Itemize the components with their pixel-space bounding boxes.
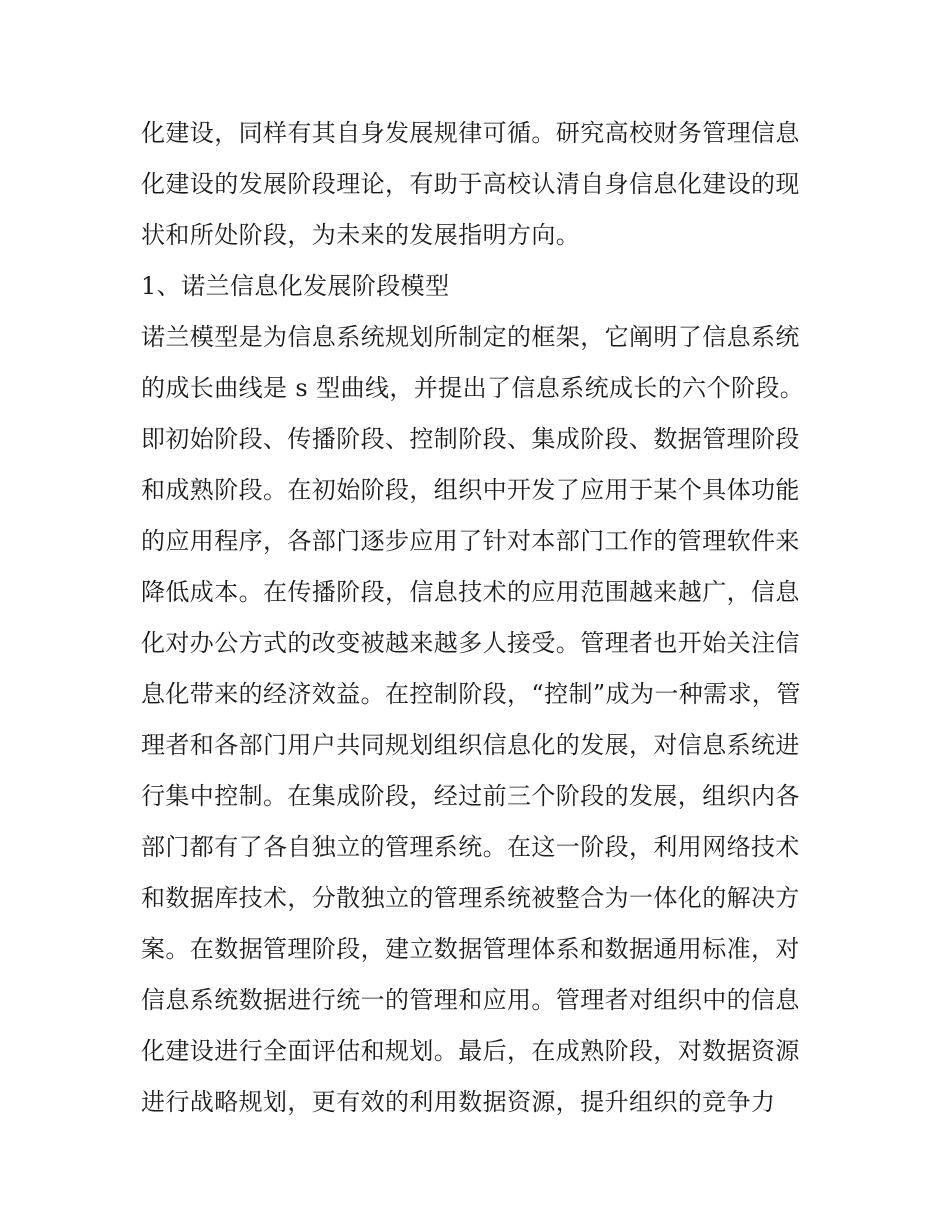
body-text-line: 案。在数据管理阶段，建立数据管理体系和数据通用标准，对: [141, 935, 800, 963]
body-text-line: 和数据库技术，分散独立的管理系统被整合为一体化的解决方: [141, 884, 800, 912]
body-text-line: 行集中控制。在集成阶段，经过前三个阶段的发展，组织内各: [141, 782, 800, 810]
body-text-line: 息化带来的经济效益。在控制阶段，“控制”成为一种需求，管: [141, 680, 801, 708]
body-text-line: 信息系统数据进行统一的管理和应用。管理者对组织中的信息: [141, 986, 800, 1014]
body-text-line: 和成熟阶段。在初始阶段，组织中开发了应用于某个具体功能: [141, 476, 800, 504]
body-text-line: 的应用程序，各部门逐步应用了针对本部门工作的管理软件来: [141, 527, 800, 555]
body-text-line: 化建设进行全面评估和规划。最后，在成熟阶段，对数据资源: [141, 1037, 800, 1065]
body-text-line: 理者和各部门用户共同规划组织信息化的发展，对信息系统进: [141, 731, 800, 759]
body-text-line: 即初始阶段、传播阶段、控制阶段、集成阶段、数据管理阶段: [141, 425, 800, 453]
document-body: [141, 108, 821, 1128]
body-text-line: 降低成本。在传播阶段，信息技术的应用范围越来越广，信息: [141, 578, 800, 606]
body-text-line: 进行战略规划，更有效的利用数据资源，提升组织的竞争力: [141, 1088, 776, 1116]
body-text-line: 化建设，同样有其自身发展规律可循。研究高校财务管理信息: [141, 119, 800, 147]
body-text-line: 部门都有了各自独立的管理系统。在这一阶段，利用网络技术: [141, 833, 800, 861]
body-text-line: 化建设的发展阶段理论，有助于高校认清自身信息化建设的现: [141, 170, 800, 198]
body-text-line: 化对办公方式的改变被越来越多人接受。管理者也开始关注信: [141, 629, 800, 657]
section-heading: 1、诺兰信息化发展阶段模型: [141, 272, 450, 300]
body-text-line: 状和所处阶段，为未来的发展指明方向。: [141, 221, 581, 249]
body-text-line: 的成长曲线是 s 型曲线，并提出了信息系统成长的六个阶段。: [141, 374, 805, 402]
body-text-line: 诺兰模型是为信息系统规划所制定的框架，它阐明了信息系统: [141, 323, 800, 351]
